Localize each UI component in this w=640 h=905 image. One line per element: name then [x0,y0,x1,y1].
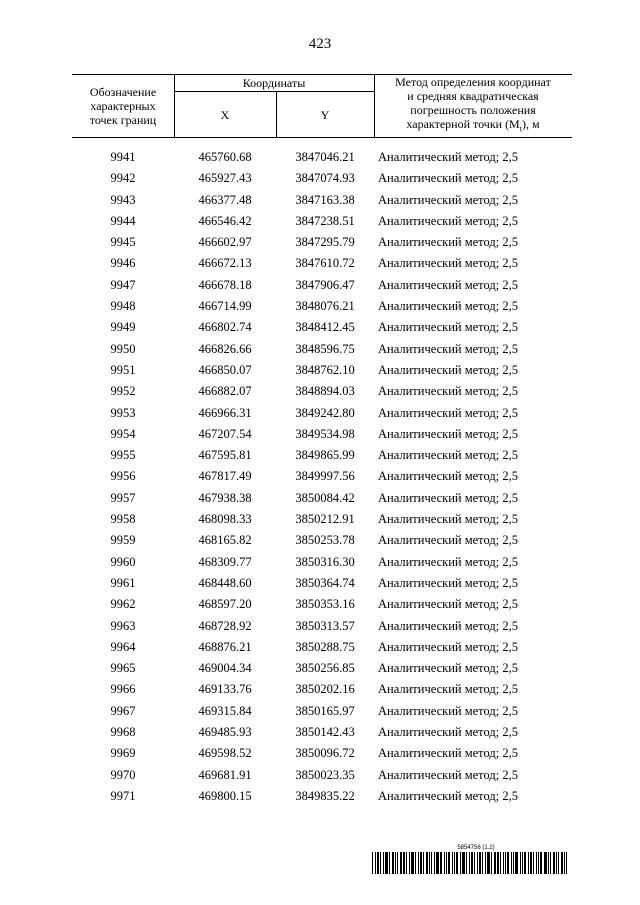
barcode-bar [474,852,475,874]
method-cell: Аналитический метод; 2,5 [378,277,518,292]
table-row [72,403,572,424]
method-cell: Аналитический метод; 2,5 [378,213,518,228]
header-y: Y [320,107,330,122]
barcode-bar [380,852,381,874]
table-row [72,722,572,743]
x-coordinate-cell: 466966.31 [198,405,252,420]
barcode-bar [429,852,430,874]
table-row [72,381,572,402]
y-coordinate-cell: 3847046.21 [295,150,355,164]
table-header [72,74,572,138]
barcode-bar [420,852,422,874]
barcode-bar [440,852,442,874]
x-coordinate-cell: 469004.34 [198,661,252,676]
y-coordinate-cell: 3849997.56 [295,469,355,484]
point-id-cell: 9942 [110,171,136,186]
barcode-bar [533,852,534,874]
table-row [72,658,572,679]
x-coordinate-cell: 468876.21 [198,639,252,654]
y-coordinate-cell: 3849534.98 [295,426,355,441]
barcode-bar [564,852,565,874]
point-id-cell: 9964 [110,639,136,654]
barcode-bar [375,852,376,874]
barcode-bar [511,852,512,874]
point-id-cell: 9966 [110,682,136,697]
barcode-bar [520,852,521,874]
barcode-bar [515,852,518,874]
barcode-bar [466,852,467,874]
barcode-bar [513,852,514,874]
method-cell: Аналитический метод; 2,5 [378,299,518,314]
x-coordinate-cell: 468309.77 [198,554,252,569]
x-coordinate-cell: 466377.48 [198,192,252,207]
x-coordinate-cell: 466882.07 [198,384,252,399]
point-id-cell: 9941 [110,150,136,164]
barcode-bar [418,852,419,874]
x-coordinate-cell: 467207.54 [198,426,252,441]
y-coordinate-cell: 3850023.35 [295,767,355,782]
x-coordinate-cell: 468098.33 [198,512,252,527]
table-row [72,190,572,211]
barcode-bar [383,852,384,874]
y-coordinate-cell: 3850313.57 [295,618,355,633]
x-coordinate-cell: 468165.82 [198,533,252,548]
barcode-bar [530,852,532,874]
method-cell: Аналитический метод; 2,5 [378,171,518,186]
barcode-bar [395,852,396,874]
method-cell: Аналитический метод; 2,5 [378,554,518,569]
y-coordinate-cell: 3849835.22 [295,788,355,803]
x-coordinate-cell: 466802.74 [198,320,252,335]
barcode-bar [536,852,537,874]
point-id-cell: 9951 [110,362,136,377]
barcode-bar [431,852,432,874]
point-id-cell: 9955 [110,448,136,463]
y-coordinate-cell: 3850142.43 [295,725,355,740]
point-id-cell: 9965 [110,661,136,676]
method-cell: Аналитический метод; 2,5 [378,661,518,676]
table-row [72,339,572,360]
barcode-bar [566,852,567,874]
x-coordinate-cell: 466850.07 [198,362,252,377]
barcode-bar [409,852,410,874]
method-cell: Аналитический метод; 2,5 [378,448,518,463]
y-coordinate-cell: 3850353.16 [295,597,355,612]
barcode-bar [471,852,473,874]
y-coordinate-cell: 3848762.10 [295,362,355,377]
x-coordinate-cell: 467817.49 [198,469,252,484]
barcode-bar [556,852,557,874]
method-cell: Аналитический метод; 2,5 [378,597,518,612]
point-id-cell: 9962 [110,597,136,612]
table-row [72,232,572,253]
barcode-bar [446,852,447,874]
barcode-bar [485,852,486,874]
x-coordinate-cell: 469681.91 [198,767,252,782]
table-row [72,679,572,700]
table-row [72,168,572,189]
y-coordinate-cell: 3850316.30 [295,554,355,569]
x-coordinate-cell: 466826.66 [198,341,252,356]
method-cell: Аналитический метод; 2,5 [378,639,518,654]
method-cell: Аналитический метод; 2,5 [378,788,518,803]
x-coordinate-cell: 466546.42 [198,213,252,228]
y-coordinate-cell: 3847610.72 [295,256,355,271]
barcode-bar [528,852,529,874]
method-cell: Аналитический метод; 2,5 [378,469,518,484]
method-cell: Аналитический метод; 2,5 [378,533,518,548]
barcode-bar [411,852,414,874]
x-coordinate-cell: 466602.97 [198,235,252,250]
x-coordinate-cell: 469315.84 [198,703,252,718]
point-id-cell: 9946 [110,256,136,271]
x-coordinate-cell: 469133.76 [198,682,252,697]
barcode-bar [494,852,496,874]
method-cell: Аналитический метод; 2,5 [378,405,518,420]
barcode-bar [469,852,470,874]
table-row [72,594,572,615]
point-id-cell: 9961 [110,575,136,590]
barcode-bar [397,852,398,874]
method-cell: Аналитический метод; 2,5 [378,703,518,718]
point-id-cell: 9948 [110,299,136,314]
barcode-bar [505,852,506,874]
point-id-cell: 9960 [110,554,136,569]
barcode-bar [550,852,551,874]
y-coordinate-cell: 3850364.74 [295,575,355,590]
y-coordinate-cell: 3850202.16 [295,682,355,697]
barcode-bar [491,852,492,874]
table-row [72,765,572,786]
y-coordinate-cell: 3847906.47 [295,277,355,292]
y-coordinate-cell: 3850084.42 [295,490,355,505]
x-coordinate-cell: 469800.15 [198,788,252,803]
method-cell: Аналитический метод; 2,5 [378,235,518,250]
table-row [72,253,572,274]
table-row [72,701,572,722]
y-coordinate-cell: 3849865.99 [295,448,355,463]
table-row [72,147,572,168]
barcode-bar [553,852,555,874]
barcode-bar [482,852,483,874]
x-coordinate-cell: 466678.18 [198,277,252,292]
barcode [372,844,580,874]
x-coordinate-cell: 468448.60 [198,575,252,590]
barcode-bar [487,852,490,874]
barcode-bar [522,852,523,874]
barcode-bar [500,852,501,874]
barcode-bar [426,852,428,874]
point-id-cell: 9970 [110,767,136,782]
x-coordinate-cell: 466714.99 [198,299,252,314]
barcode-bar [400,852,402,874]
y-coordinate-cell: 3847238.51 [295,213,355,228]
point-id-cell: 9957 [110,490,136,505]
barcode-bar [389,852,390,874]
point-id-cell: 9967 [110,703,136,718]
table-row [72,424,572,445]
x-coordinate-cell: 465927.43 [198,171,252,186]
y-coordinate-cell: 3848076.21 [295,299,355,314]
y-coordinate-cell: 3850256.85 [295,661,355,676]
barcode-bar [460,852,461,874]
barcode-bar [524,852,526,874]
method-cell: Аналитический метод; 2,5 [378,362,518,377]
barcode-bar [548,852,549,874]
barcode-bar [497,852,499,874]
header-method: Метод определения координат и средняя квадратическая погрешность положения характерной точки $(M_t)$, м [395,74,551,134]
y-coordinate-cell: 3848894.03 [295,384,355,399]
barcode-bar [507,852,509,874]
barcode-bar [456,852,458,874]
point-id-cell: 9954 [110,426,136,441]
point-id-cell: 9969 [110,746,136,761]
point-id-cell: 9958 [110,512,136,527]
header-x: X [220,107,230,122]
table-row [72,509,572,530]
y-coordinate-cell: 3849242.80 [295,405,355,420]
barcode-bar [454,852,455,874]
method-cell: Аналитический метод; 2,5 [378,512,518,527]
table-row [72,530,572,551]
point-id-cell: 9943 [110,192,136,207]
barcode-number: 5854756 (1.2) [457,845,495,851]
y-coordinate-cell: 3847295.79 [295,235,355,250]
table-row [72,573,572,594]
barcode-bar [503,852,504,874]
barcode-bar [403,852,405,874]
barcode-bar [436,852,439,874]
point-id-cell: 9953 [110,405,136,420]
table-row [72,296,572,317]
method-cell: Аналитический метод; 2,5 [378,256,518,271]
x-coordinate-cell: 465760.68 [198,150,252,164]
table-row [72,743,572,764]
point-id-cell: 9952 [110,384,136,399]
method-cell: Аналитический метод; 2,5 [378,490,518,505]
table-row [72,445,572,466]
barcode-bar [415,852,416,874]
barcode-bar [479,852,481,874]
method-cell: Аналитический метод; 2,5 [378,192,518,207]
method-cell: Аналитический метод; 2,5 [378,575,518,590]
y-coordinate-cell: 3848596.75 [295,341,355,356]
method-cell: Аналитический метод; 2,5 [378,320,518,335]
page-number: 423 [308,36,332,52]
barcode-bar [406,852,407,874]
table-row [72,275,572,296]
method-cell: Аналитический метод; 2,5 [378,618,518,633]
table-row [72,488,572,509]
point-id-cell: 9956 [110,469,136,484]
method-cell: Аналитический метод; 2,5 [378,767,518,782]
table-row [72,637,572,658]
point-id-cell: 9959 [110,533,136,548]
point-id-cell: 9945 [110,235,136,250]
y-coordinate-cell: 3850212.91 [295,512,355,527]
barcode-bar [434,852,435,874]
table-row [72,317,572,338]
method-cell: Аналитический метод; 2,5 [378,341,518,356]
barcode-bar [385,852,388,874]
method-cell: Аналитический метод; 2,5 [378,682,518,697]
x-coordinate-cell: 466672.13 [198,256,252,271]
y-coordinate-cell: 3850288.75 [295,639,355,654]
method-cell: Аналитический метод; 2,5 [378,426,518,441]
point-id-cell: 9971 [110,788,136,803]
x-coordinate-cell: 468597.20 [198,597,252,612]
barcode-bar [462,852,465,874]
point-id-cell: 9968 [110,725,136,740]
barcode-bar [558,852,559,874]
method-cell: Аналитический метод; 2,5 [378,150,518,164]
barcode-bar [448,852,450,874]
header-coordinates: Координаты [242,75,306,90]
barcode-bar [544,852,547,874]
barcode-bar [372,852,373,874]
x-coordinate-cell: 468728.92 [198,618,252,633]
method-cell: Аналитический метод; 2,5 [378,725,518,740]
table-row [72,552,572,573]
point-id-cell: 9944 [110,213,136,228]
barcode-bar [452,852,453,874]
barcode-bar [561,852,563,874]
barcode-bar [423,852,424,874]
barcode-bar [477,852,478,874]
y-coordinate-cell: 3848412.45 [295,320,355,335]
header-point-designation: Обозначение характерных точек границ [89,84,157,127]
point-id-cell: 9950 [110,341,136,356]
point-id-cell: 9947 [110,277,136,292]
table-row [72,360,572,381]
y-coordinate-cell: 3850096.72 [295,746,355,761]
table-row [72,211,572,232]
barcode-bar [444,852,445,874]
y-coordinate-cell: 3847163.38 [295,192,355,207]
x-coordinate-cell: 467938.38 [198,490,252,505]
barcode-bars [372,852,580,874]
table-body [72,147,572,807]
method-cell: Аналитический метод; 2,5 [378,384,518,399]
x-coordinate-cell: 467595.81 [198,448,252,463]
x-coordinate-cell: 469598.52 [198,746,252,761]
x-coordinate-cell: 469485.93 [198,725,252,740]
barcode-bar [538,852,539,874]
point-id-cell: 9963 [110,618,136,633]
y-coordinate-cell: 3850165.97 [295,703,355,718]
barcode-bar [540,852,542,874]
table-row [72,616,572,637]
barcode-bar [377,852,379,874]
y-coordinate-cell: 3847074.93 [295,171,355,186]
barcode-bar [392,852,394,874]
table-row [72,786,572,807]
method-cell: Аналитический метод; 2,5 [378,746,518,761]
point-id-cell: 9949 [110,320,136,335]
table-row [72,466,572,487]
y-coordinate-cell: 3850253.78 [295,533,355,548]
